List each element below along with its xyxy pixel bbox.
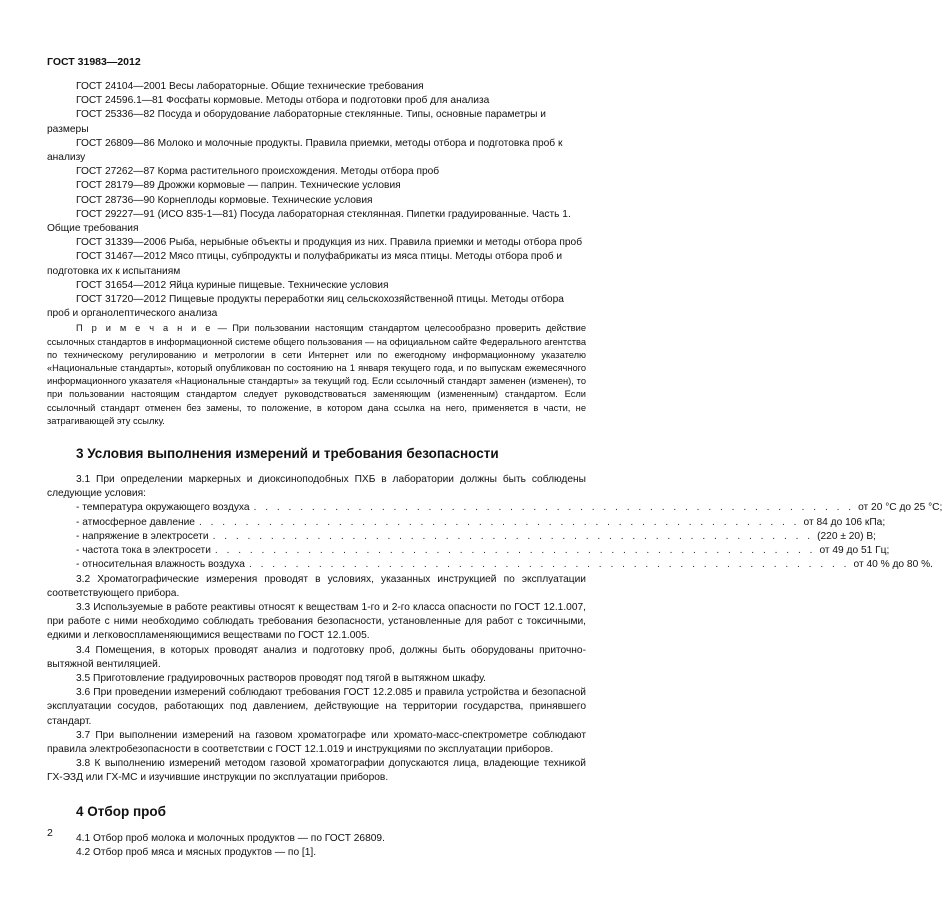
reference-item: ГОСТ 28736—90 Корнеплоды кормовые. Технические условия [76, 194, 373, 206]
reference-item: ГОСТ 29227—91 (ИСО 835-1—81) Посуда лабораторная стеклянная. Пипетки градуированные. Часть 1. Общие требования [47, 208, 571, 235]
dot-leader: . . . . . . . . . . . . . . . . . . . . . . . . . . . . . . . . . . . . . . . . . . . . . . . . . . . . [212, 530, 814, 542]
condition-row [47, 530, 876, 544]
condition-row [47, 558, 933, 572]
reference-item: ГОСТ 28179—89 Дрожжи кормовые — паприн. Технические условия [76, 180, 401, 192]
reference-item: ГОСТ 31654—2012 Яйца куриные пищевые. Технические условия [76, 279, 389, 291]
note-label: П р и м е ч а н и е [76, 323, 213, 334]
reference-item: ГОСТ 31339—2006 Рыба, нерыбные объекты и продукция из них. Правила приемки и методы отбора проб [76, 237, 583, 249]
paragraph-4-1: 4.1 Отбор проб молока и молочных продуктов — по ГОСТ 26809. [76, 832, 385, 844]
condition-value: от 40 % до 80 %. [853, 559, 933, 571]
condition-label: - температура окружающего воздуха [76, 502, 250, 514]
reference-item: ГОСТ 24104—2001 Весы лабораторные. Общие технические требования [76, 81, 424, 92]
section-3-title: 3 Условия выполнения измерений и требования безопасности [76, 446, 499, 462]
paragraph-3-2: 3.2 Хроматографические измерения проводят в условиях, указанных инструкцией по эксплуатации соответствующего прибора. [47, 573, 586, 599]
dot-leader: . . . . . . . . . . . . . . . . . . . . . . . . . . . . . . . . . . . . . . . . . . . . . . . . . . . . [248, 559, 850, 571]
reference-item: ГОСТ 31720—2012 Пищевые продукты переработки яиц сельскохозяйственной птицы. Методы отбора проб и органолептического анализа [47, 294, 564, 320]
condition-label: - атмосферное давление [76, 516, 195, 528]
document-header: ГОСТ 31983—2012 [47, 56, 141, 68]
paragraph-3-8: 3.8 К выполнению измерений методом газовой хроматографии допускаются лица, владеющие техникой ГХ-ЭЗД или ГХ-МС и изучившие инструкции по эксплуатации приборов. [47, 758, 586, 784]
paragraph-4-2: 4.2 Отбор проб мяса и мясных продуктов — по [1]. [76, 846, 317, 858]
condition-row [47, 516, 886, 530]
paragraph-3-1: 3.1 При определении маркерных и диоксиноподобных ПХБ в лаборатории должны быть соблюдены следующие условия: [47, 474, 586, 500]
reference-item: ГОСТ 31467—2012 Мясо птицы, субпродукты и полуфабрикаты из мяса птицы. Методы отбора проб и подготовка их к испытаниям [47, 251, 563, 277]
condition-label: - напряжение в электросети [76, 530, 209, 542]
reference-item: ГОСТ 25336—82 Посуда и оборудование лабораторные стеклянные. Типы, основные параметры и размеры [47, 109, 546, 135]
reference-item: ГОСТ 27262—87 Корма растительного происхождения. Методы отбора проб [76, 166, 440, 178]
condition-value: от 49 до 51 Гц; [819, 545, 890, 557]
dot-leader: . . . . . . . . . . . . . . . . . . . . . . . . . . . . . . . . . . . . . . . . . . . . . . . . . . . . [214, 545, 816, 557]
paragraph-3-3: 3.3 Используемые в работе реактивы относят к веществам 1-го и 2-го класса опасности по ГОСТ 12.1.007, при работе с ними необходимо соблюдать требования безопасности, установленные для работ с токсичными, едкими и легковоспламеняющимися веществами по ГОСТ 12.1.005. [47, 601, 586, 642]
conditions-list [47, 501, 942, 572]
note-text: — При пользовании настоящим стандартом целесообразно проверить действие ссылочных стандартов в информационной системе общего пользования — на официальном сайте Федерального агентства по техническому регулированию и метрологии в сети Интернет или по ежегодному информационному указателю «Национальные стандарты», который опубликован по состоянию на 1 января текущего года, и по выпускам ежемесячного информационного указателя «Национальные стандарты» за текущий год. Если ссылочный стандарт заменен (изменен), то при пользовании настоящим стандартом следует руководствоваться заменяющим (измененным) стандартом. Если ссылочный стандарт отменен без замены, то положение, в котором дана ссылка на него, применяется в части, не затрагивающей эту ссылку. [47, 323, 586, 426]
section-4-title: 4 Отбор проб [76, 803, 166, 819]
dot-leader: . . . . . . . . . . . . . . . . . . . . . . . . . . . . . . . . . . . . . . . . . . . . . . . . . . . . [198, 516, 800, 528]
condition-row [47, 544, 890, 558]
paragraph-3-4: 3.4 Помещения, в которых проводят анализ и подготовку проб, должны быть оборудованы приточно-вытяжной вентиляцией. [47, 644, 586, 670]
references-list [47, 80, 586, 321]
condition-value: (220 ± 20) В; [817, 530, 876, 542]
condition-label: - относительная влажность воздуха [76, 559, 245, 571]
condition-row [47, 501, 942, 515]
condition-label: - частота тока в электросети [76, 545, 211, 557]
paragraph-3-5: 3.5 Приготовление градуировочных растворов проводят под тягой в вытяжном шкафу. [76, 672, 487, 684]
page-number: 2 [47, 827, 53, 839]
document-body [47, 80, 942, 860]
condition-value: от 20 °С до 25 °С; [858, 502, 942, 514]
reference-item: ГОСТ 24596.1—81 Фосфаты кормовые. Методы отбора и подготовки проб для анализа [76, 95, 490, 107]
condition-value: от 84 до 106 кПа; [803, 516, 886, 528]
dot-leader: . . . . . . . . . . . . . . . . . . . . . . . . . . . . . . . . . . . . . . . . . . . . . . . . . . . . [253, 502, 855, 514]
reference-note [47, 322, 586, 428]
paragraph-3-7: 3.7 При выполнении измерений на газовом хроматографе или хромато-масс-спектрометре соблюдают правила электробезопасности в соответствии с ГОСТ 12.1.019 и инструкциями по эксплуатации приборов. [47, 729, 586, 755]
paragraph-3-6: 3.6 При проведении измерений соблюдают требования ГОСТ 12.2.085 и правила устройства и безопасной эксплуатации сосудов, работающих под давлением, действующие на территории государства, принявшего стандарт. [47, 687, 586, 727]
reference-item: ГОСТ 26809—86 Молоко и молочные продукты. Правила приемки, методы отбора и подготовка проб к анализу [47, 137, 563, 164]
